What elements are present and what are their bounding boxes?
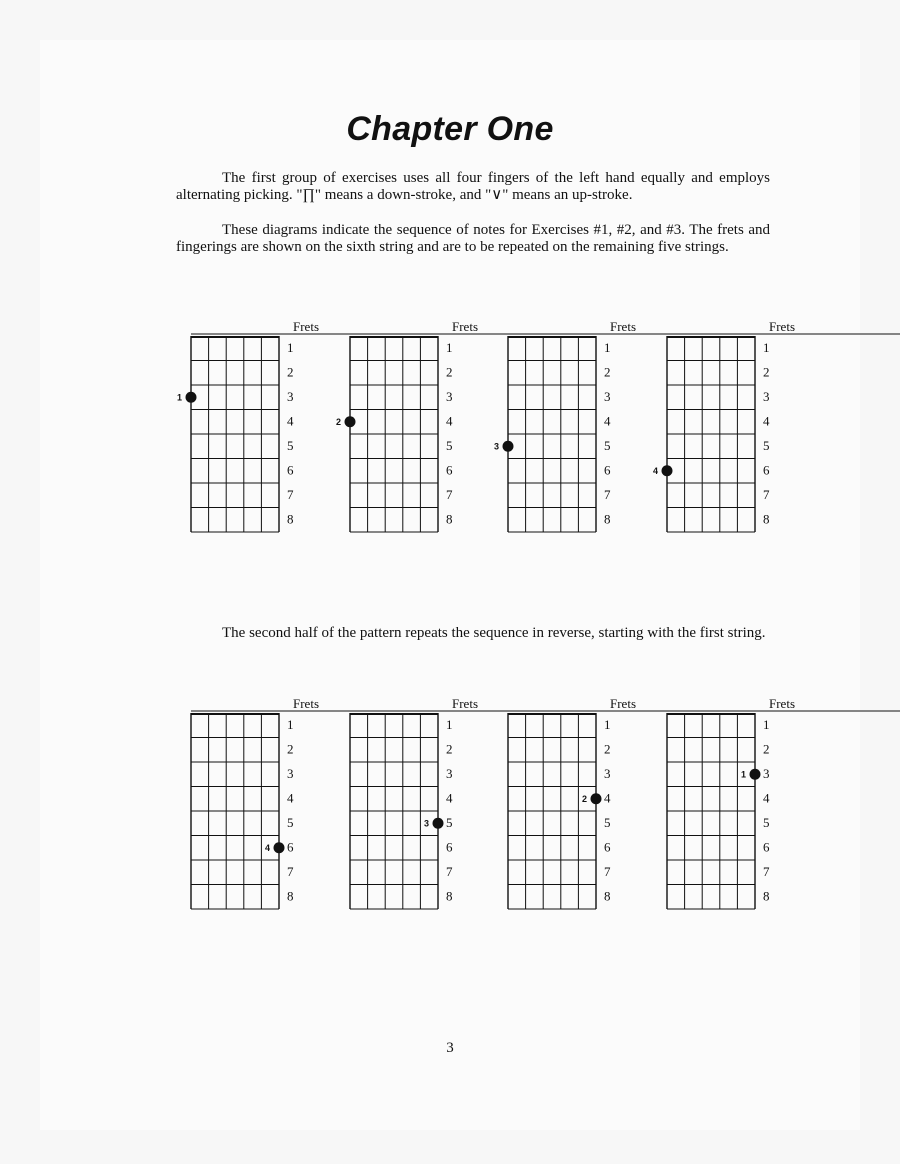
fret-number: 6 [287,462,294,478]
fret-number: 8 [287,888,294,904]
fret-number: 2 [763,364,770,380]
fret-number: 5 [763,815,770,830]
fret-number: 7 [446,487,453,502]
fret-number: 5 [446,815,453,830]
nut [508,336,596,338]
finger-number: 3 [494,441,500,452]
finger-number: 3 [424,818,430,829]
fret-number: 7 [604,864,611,879]
finger-number: 1 [741,769,747,780]
finger-number: 2 [582,793,588,804]
fret-number: 3 [446,766,453,781]
finger-dot [274,842,285,853]
fret-number: 1 [604,717,611,732]
finger-number: 2 [336,416,342,427]
fret-number: 6 [604,839,611,855]
finger-number: 4 [265,842,271,853]
fret-number: 6 [763,839,770,855]
finger-dot [662,465,673,476]
nut [667,336,755,338]
fret-number: 3 [604,766,611,781]
fret-number: 2 [287,364,294,380]
nut [508,713,596,715]
fret-number: 4 [446,790,453,806]
fret-number: 7 [763,487,770,502]
nut [667,713,755,715]
fret-number: 1 [446,717,453,732]
fret-number: 7 [287,864,294,879]
fret-number: 2 [604,741,611,757]
nut [350,336,438,338]
fret-number: 3 [287,389,294,404]
fret-number: 5 [604,438,611,453]
fret-number: 2 [287,741,294,757]
fret-number: 5 [446,438,453,453]
fret-number: 8 [763,511,770,527]
chapter-title: Chapter One [346,110,554,148]
fret-number: 5 [604,815,611,830]
fret-number: 4 [763,413,770,429]
finger-dot [750,769,761,780]
fret-number: 5 [287,815,294,830]
fret-number: 4 [763,790,770,806]
finger-dot [591,793,602,804]
fret-number: 7 [763,864,770,879]
finger-dot [186,392,197,403]
fret-number: 4 [287,413,294,429]
fret-number: 6 [604,462,611,478]
fret-number: 1 [446,340,453,355]
fret-number: 7 [604,487,611,502]
fret-number: 7 [287,487,294,502]
frets-label: Frets [610,696,636,711]
fret-number: 4 [604,413,611,429]
fret-number: 6 [446,839,453,855]
fret-number: 3 [763,766,770,781]
fret-number: 5 [287,438,294,453]
fret-number: 2 [446,364,453,380]
frets-label: Frets [293,319,319,334]
fret-number: 1 [287,717,294,732]
fret-number: 1 [763,717,770,732]
fret-number: 8 [446,888,453,904]
reverse-pattern-text: The second half of the pattern repeats the sequence in reverse, starting with the first string. [222,625,766,641]
fret-number: 2 [604,364,611,380]
fret-number: 6 [287,839,294,855]
fret-number: 8 [604,888,611,904]
frets-label: Frets [293,696,319,711]
frets-label: Frets [610,319,636,334]
fret-number: 1 [763,340,770,355]
finger-number: 4 [653,465,659,476]
fret-number: 6 [763,462,770,478]
fret-number: 3 [604,389,611,404]
fret-number: 4 [287,790,294,806]
frets-label: Frets [769,696,795,711]
intro-paragraph-text: The first group of exercises uses all four fingers of the left hand equally and employs alternating picking. "∏" means a down-stroke, and "∨" means an up-stroke. [176,170,770,203]
fret-number: 1 [287,340,294,355]
fret-number: 6 [446,462,453,478]
fret-number: 3 [287,766,294,781]
fret-number: 5 [763,438,770,453]
fret-number: 2 [763,741,770,757]
frets-label: Frets [452,319,478,334]
fret-number: 8 [763,888,770,904]
finger-dot [345,416,356,427]
nut [191,336,279,338]
frets-label: Frets [769,319,795,334]
fret-number: 1 [604,340,611,355]
fret-number: 4 [604,790,611,806]
page-number: 3 [446,1040,454,1056]
fret-number: 8 [287,511,294,527]
fret-number: 3 [446,389,453,404]
finger-dot [503,441,514,452]
nut [191,713,279,715]
nut [350,713,438,715]
fret-number: 8 [604,511,611,527]
fret-number: 3 [763,389,770,404]
fret-number: 7 [446,864,453,879]
frets-label: Frets [452,696,478,711]
fret-number: 2 [446,741,453,757]
finger-number: 1 [177,392,183,403]
fret-number: 8 [446,511,453,527]
finger-dot [433,818,444,829]
diagram-explanation-text: These diagrams indicate the sequence of notes for Exercises #1, #2, and #3. The frets and fingerings are shown on the sixth string and are to be repeated on the remaining five strings. [176,222,770,255]
fret-number: 4 [446,413,453,429]
